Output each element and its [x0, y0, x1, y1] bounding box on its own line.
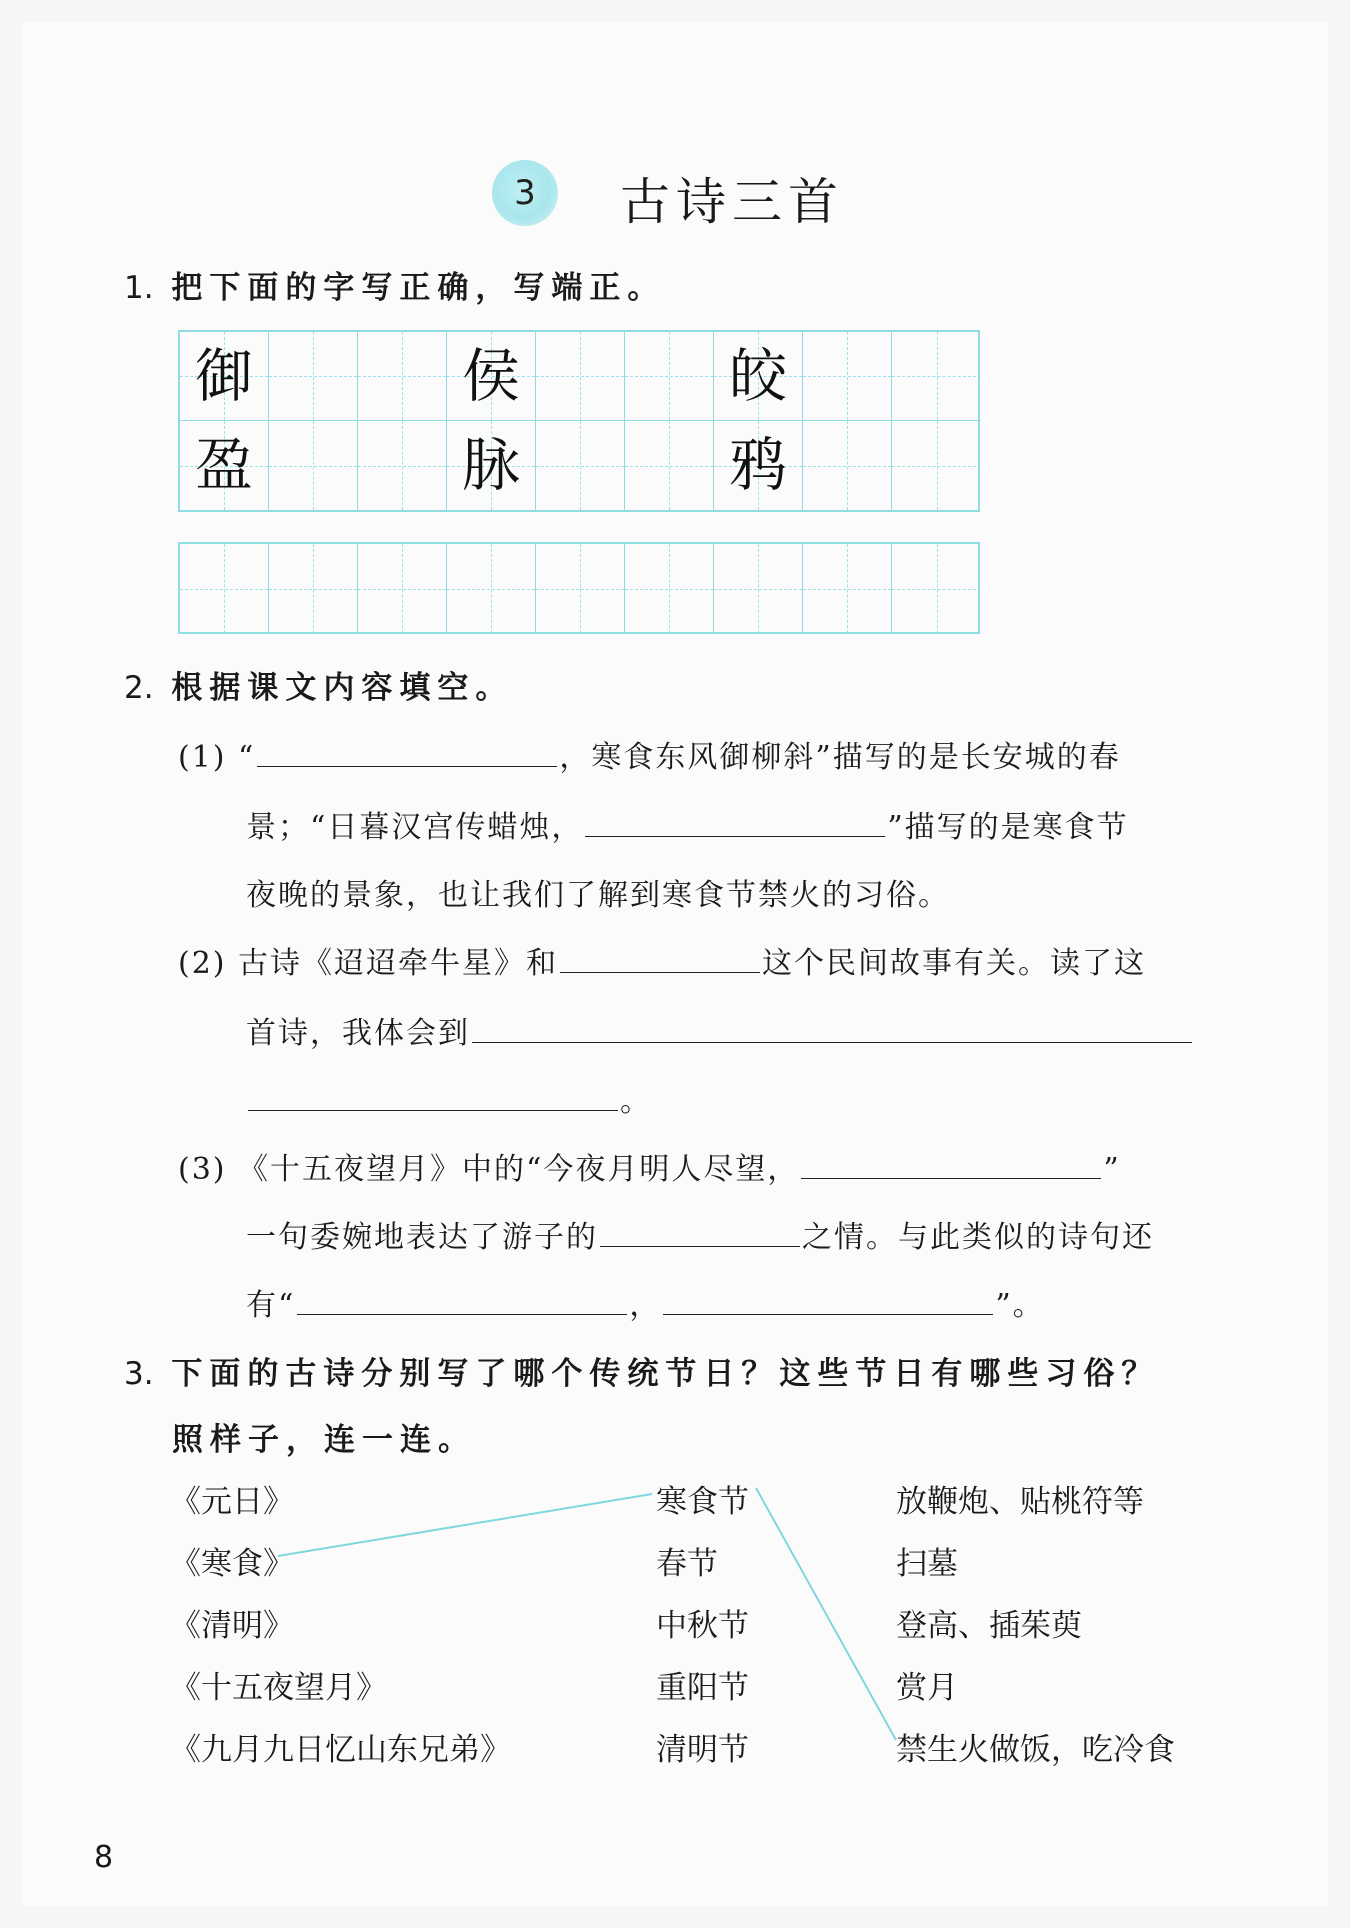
- q2-part2-text3: 首诗，我体会到: [246, 1016, 470, 1051]
- question-2-number: 2.: [124, 670, 154, 706]
- page-number: 8: [94, 1840, 114, 1875]
- festival-item[interactable]: 寒食节: [656, 1484, 749, 1520]
- q2-part3-text7: ”。: [995, 1288, 1045, 1323]
- q2-part3-text6: ，: [629, 1288, 662, 1323]
- q2-part3-text3: 一句委婉地表达了游子的: [246, 1220, 598, 1255]
- model-character: 脉: [461, 431, 520, 499]
- question-3-instruction-line2: 照样子，连一连。: [172, 1422, 476, 1458]
- poem-item[interactable]: 《九月九日忆山东兄弟》: [170, 1732, 511, 1768]
- q2-part3-text5: 有“: [246, 1288, 296, 1323]
- festival-item[interactable]: 中秋节: [656, 1608, 749, 1644]
- poem-item[interactable]: 《十五夜望月》: [170, 1670, 387, 1706]
- q2-part3-text4: 之情。与此类似的诗句还: [802, 1220, 1154, 1255]
- festival-item[interactable]: 春节: [656, 1546, 718, 1582]
- question-3-number: 3.: [124, 1356, 154, 1392]
- poem-item[interactable]: 《寒食》: [170, 1546, 294, 1582]
- poem-item[interactable]: 《元日》: [170, 1484, 294, 1520]
- connector-line-hanshi: [278, 1494, 652, 1556]
- model-character: 鸦: [728, 431, 787, 499]
- question-2-instruction: 根据课文内容填空。: [171, 670, 514, 706]
- q2-part1-text1: ，寒食东风御柳斜”描写的是长安城的春: [559, 740, 1121, 775]
- q2-part2-label: (2): [178, 946, 227, 981]
- festival-item[interactable]: 重阳节: [656, 1670, 749, 1706]
- model-character: 盈: [194, 431, 253, 499]
- q2-part2-text4: 。: [620, 1084, 652, 1119]
- q2-part1-open-quote: “: [238, 740, 256, 775]
- q2-part2-text2: 这个民间故事有关。读了这: [762, 946, 1147, 981]
- question-1-number: 1.: [124, 270, 154, 306]
- lesson-title: 古诗三首: [620, 173, 844, 231]
- q2-part1-label: (1): [178, 740, 227, 775]
- custom-item[interactable]: 登高、插茱萸: [896, 1608, 1082, 1644]
- custom-item[interactable]: 扫墓: [896, 1546, 958, 1582]
- model-character: 皎: [728, 342, 787, 410]
- connector-line-hanshijie: [756, 1488, 896, 1740]
- model-character: 侯: [461, 342, 520, 410]
- q2-part3-text1: 《十五夜望月》中的“今夜月明人尽望，: [238, 1152, 800, 1187]
- question-1-instruction: 把下面的字写正确，写端正。: [171, 270, 666, 306]
- q2-part1-text3: ”描写的是寒食节: [887, 810, 1129, 845]
- q2-part3-label: (3): [178, 1152, 227, 1187]
- lesson-number: 3: [514, 173, 536, 213]
- model-character: 御: [194, 342, 253, 410]
- q2-part1-text2: 景；“日暮汉宫传蜡烛，: [246, 810, 584, 845]
- festival-item[interactable]: 清明节: [656, 1732, 749, 1768]
- custom-item[interactable]: 放鞭炮、贴桃符等: [896, 1484, 1144, 1520]
- q2-part1-text4: 夜晚的景象，也让我们了解到寒食节禁火的习俗。: [246, 878, 950, 913]
- poem-item[interactable]: 《清明》: [170, 1608, 294, 1644]
- custom-item[interactable]: 禁生火做饭，吃冷食: [896, 1732, 1175, 1768]
- q2-part3-text2: ”: [1103, 1152, 1121, 1187]
- q2-part2-text1: 古诗《迢迢牵牛星》和: [238, 946, 559, 981]
- question-3-instruction-line1: 下面的古诗分别写了哪个传统节日？这些节日有哪些习俗？: [171, 1356, 1160, 1392]
- custom-item[interactable]: 赏月: [896, 1670, 958, 1706]
